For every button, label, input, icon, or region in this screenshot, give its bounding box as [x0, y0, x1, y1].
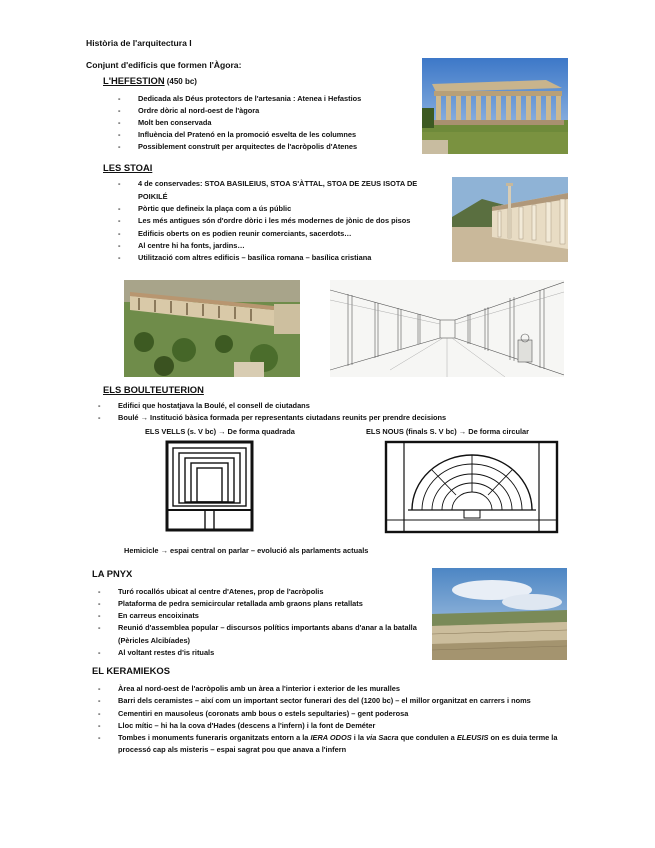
circular-plan-drawing: [384, 440, 559, 536]
list-item: - En carreus encoixinats: [92, 610, 432, 622]
pnyx-list: [92, 586, 432, 659]
list-item: - Al centre hi ha fonts, jardins…: [112, 240, 442, 252]
list-item: - Boulé → Institució bàsica formada per representants ciutadans reunits per prendre decisions: [92, 412, 562, 424]
stoai-list: [112, 178, 442, 264]
pnyx-photo: [432, 568, 567, 660]
tombs-text-g: on es duia terme la processó cap als misteris – espai sagrat pou que anava a l'infern: [118, 732, 558, 754]
hefestion-photo: [422, 58, 568, 154]
list-item: - Possiblement construït per arquitectes de l'acròpolis d'Atenes: [112, 141, 422, 153]
keramiekos-list: [92, 683, 564, 757]
keramiekos-title: EL KERAMIEKOS: [92, 665, 170, 676]
iera-odos: IERA ODOS: [310, 732, 352, 742]
via-sacra: via Sacra: [366, 732, 399, 742]
hefestion-title: L'HEFESTION: [103, 75, 165, 86]
list-item: - Lloc mític – hi ha la cova d'Hades (descens a l'infern) i la font de Deméter: [92, 720, 564, 732]
pnyx-title: LA PNYX: [92, 568, 133, 579]
list-item: - Plataforma de pedra semicircular retallada amb graons plans retallats: [92, 598, 432, 610]
stoa-interior-drawing: [330, 280, 564, 377]
new-bouleuterion-label: ELS NOUS (finals S. V bc) → De forma circular: [366, 427, 530, 436]
list-item: - Àrea al nord-oest de l'acròpolis amb un àrea a l'interior i exterior de les muralles: [92, 683, 564, 695]
stoa-aerial-photo: [124, 280, 300, 377]
list-item: - 4 de conservades: STOA BASILEIUS, STOA S'ÀTTAL, STOA DE ZEUS ISOTA DE POIKILÉ: [112, 178, 442, 203]
bouleuterion-title: ELS BOULTEUTERION: [103, 384, 204, 395]
hefestion-list: [112, 93, 422, 153]
list-item: [92, 732, 564, 757]
hefestion-heading: [103, 75, 197, 86]
eleusis: ELEUSIS: [456, 732, 489, 742]
tombs-text-c: i la: [351, 732, 367, 742]
bouleuterion-list: [92, 400, 562, 424]
list-item: - Les més antigues són d'ordre dòric i les més modernes de jònic de dos pisos: [112, 215, 442, 228]
hefestion-date: (450 bc): [166, 77, 197, 86]
list-item: - Influència del Pratenó en la promoció esvelta de les columnes: [112, 129, 422, 141]
list-item: - Edifici que hostatjava la Boulé, el consell de ciutadans: [92, 400, 562, 412]
tombs-text-a: Tombes i monuments funeraris organitzats entorn a la: [118, 732, 311, 742]
list-item: - Edificis oberts on es podien reunir comerciants, sacerdots…: [112, 228, 442, 240]
list-item: - Cementiri en mausoleus (coronats amb bous o estels sepultaries) – gent poderosa: [92, 708, 564, 720]
course-header: Història de l'arquitectura I: [86, 38, 192, 48]
stoa-colonnade-photo: [452, 177, 568, 262]
list-item: - Al voltant restes d'is rituals: [92, 647, 432, 659]
list-item: - Dedicada als Déus protectors de l'artesania : Atenea i Hefastios: [112, 93, 422, 105]
square-plan-drawing: [165, 440, 254, 532]
intro-line: Conjunt d'edificis que formen l'Àgora:: [86, 60, 242, 70]
list-item: - Ordre dòric al nord-oest de l'àgora: [112, 105, 422, 117]
list-item: - Reunió d'assemblea popular – discursos polítics importants abans d'anar a la batalla (Pèricles Alcibíades): [92, 622, 432, 647]
list-item: - Pòrtic que defineix la plaça com a ús públic: [112, 203, 442, 215]
hemicicle-note: Hemicicle → espai central on parlar – evolució als parlaments actuals: [124, 546, 369, 555]
list-item: - Molt ben conservada: [112, 117, 422, 129]
old-bouleuterion-label: ELS VELLS (s. V bc) → De forma quadrada: [145, 427, 295, 436]
list-item: - Turó rocallós ubicat al centre d'Atenes, prop de l'acròpolis: [92, 586, 432, 598]
list-item: - Barri dels ceramistes – així com un important sector funerari des del (1200 bc) – el millor organitzat en carrers i noms: [92, 695, 564, 708]
tombs-text-e: que conduïen a: [398, 732, 457, 742]
list-item: - Utilització com altres edificis – basílica romana – basílica cristiana: [112, 252, 442, 264]
stoai-title: LES STOAI: [103, 162, 153, 173]
